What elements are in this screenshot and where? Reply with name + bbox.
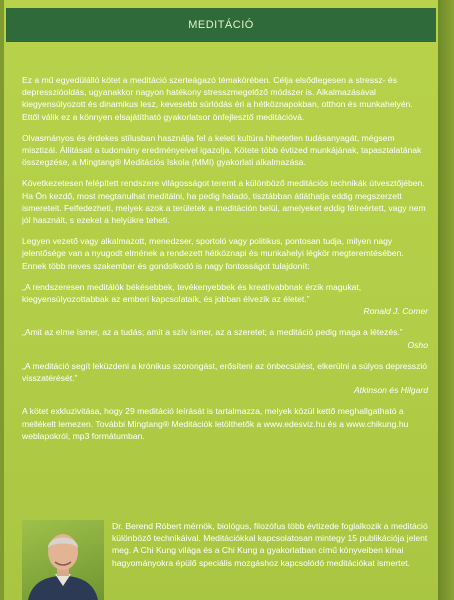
quote-author: Ronald J. Comer	[363, 306, 428, 317]
cover-left-edge	[0, 0, 4, 600]
closing-paragraph: A kötet exkluzivitása, hogy 29 meditáció leírását is tartalmazza, melyek közül kettő meghallgatható a mellékelt lemezen. További Mingtang® Meditációk letölthetők a www.edesviz.hu és a www.chikung.hu weblapokról, mp3 formátumban.	[22, 406, 409, 441]
paragraph-2: Olvasmányos és érdekes stílusban használja fel a keleti kultúra hihetetlen tudásanyagát, mégsem misztizál. Állításait a tudomány eredményeivel igazolja. Kötete több évtized munkájának, tapasztalatának összegzése, a Mingtang® Meditációs Iskola (MMI) gyakorlati alkalmazása.	[22, 132, 422, 168]
author-bio-text: Dr. Berend Róbert mérnök, biológus, filozófus több évtizede foglalkozik a meditáció különböző technikáival. Meditációkkal kapcsolatosan mintegy 15 publikációja jelent meg. A Chi Kung világa és a Chi Kung a gyakorlatban című könyveiben kínai hagyományokra épülő speciális mozgáshoz kapcsolódó meditációkat ismertet.	[112, 521, 428, 568]
cover-right-strip	[438, 0, 454, 600]
quote-text: „A rendszeresen meditálók békésebbek, tevékenyebbek és kreatívabbnak érzik magukat, kiegyensúlyozottabbak az emberi kapcsolataik, és jobban élvezik az életet.”	[22, 281, 362, 305]
author-portrait-icon	[22, 520, 104, 600]
paragraph-3: Következetesen felépített rendszere világosságot teremt a különböző meditációs technikák útvesztőjében. Ha Ön kezdő, most megtanulhat meditálni, ha pedig haladó, tisztábban átláthatja eddig megszerzett ismereteit. Felfedezheti, melyek azok a területek a meditáción belül, amelyeket eddig félreértett, vagy nem jól használt, s ezeket a helyükre teheti.	[22, 178, 426, 226]
paragraph-1: Ez a mű egyedülálló kötet a meditáció szerteágazó témakörében. Célja elsődlegesen a stressz- és depresszióoldás, ugyanakkor nagyon hatékony stresszmegelőző módszer is. Alkalmazásával kiegyensúlyozott és dinamikus lesz, kevesebb súrlódás éri a hétköznapokban, otthon és munkahelyén. Ettől válik ez a könnyen elsajátítható gyakorlatsor önfejlesztő meditációvá.	[22, 75, 413, 122]
header-band	[6, 8, 436, 42]
blurb-text	[22, 74, 428, 451]
header-title: MEDITÁCIÓ	[188, 19, 254, 31]
quote-author: Osho	[407, 339, 428, 350]
quote-text: „A meditáció segít leküzdeni a krónikus szorongást, erősíteni az önbecsülést, elkerülni a súlyos depresszió visszatérését.”	[22, 360, 428, 384]
paragraph-4: Legyen vezető vagy alkalmazott, menedzser, sportoló vagy politikus, pontosan tudja, milyen nagy jelentősége van a nyugodt elmének a rendezett hétköznapi és munkahelyi légkör megteremtésében. Ennek több neves szakember és gondolkodó is nagy fontosságot tulajdonít:	[22, 236, 404, 271]
quote-2	[22, 326, 428, 350]
quote-1	[22, 281, 428, 318]
author-bio	[22, 520, 428, 596]
quote-3	[22, 360, 428, 397]
quote-text: „Amit az elme ismer, az a tudás; amit a szív ismer, az a szeretet; a meditáció pedig maga a létezés.”	[22, 327, 403, 338]
quote-author: Atkinson és Hilgard	[353, 385, 428, 396]
author-photo	[22, 520, 104, 600]
